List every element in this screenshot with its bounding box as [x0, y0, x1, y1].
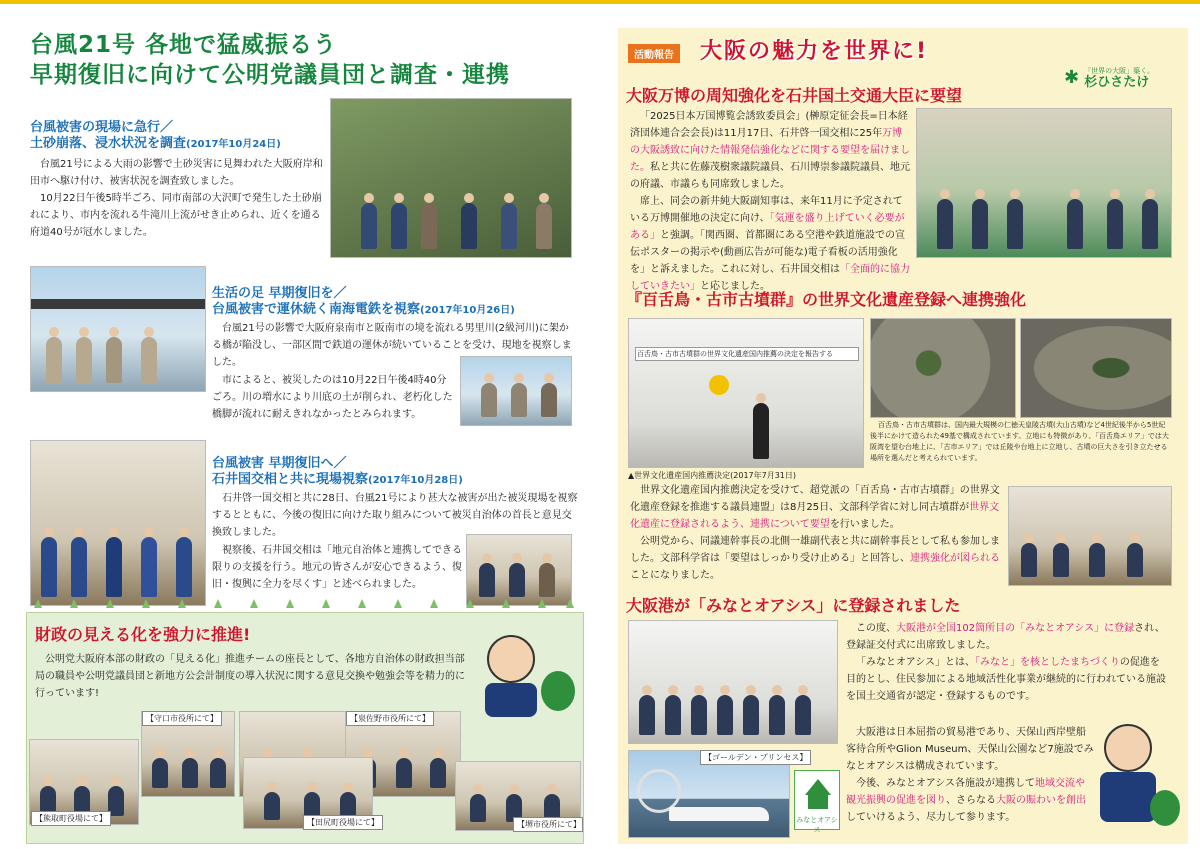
caption-sakai: 【堺市役所にて】	[513, 817, 583, 832]
photo-port-ceremony	[628, 620, 838, 744]
tree-mascot-icon	[1150, 790, 1180, 826]
main-title-line2: 早期復旧に向けて公明党議員団と調査・連携	[30, 62, 510, 88]
house-icon	[805, 779, 831, 795]
logo-name: 杉ひさたけ	[1084, 75, 1150, 90]
port-p4d: 大阪の賑わいを創出	[996, 795, 1086, 806]
tree-ornament	[566, 599, 574, 608]
port-p2a: 「みなとオアシス」とは、	[856, 657, 975, 668]
tree-ornament	[322, 599, 330, 608]
expo-heading: 大阪万博の周知強化を石井国土交通大臣に要望	[626, 86, 963, 105]
section3-body-narrow	[212, 542, 464, 593]
kofun-p2a: 公明党から、同議連幹事長の北側一雄副代表と共に副幹事長として私も参加しました。文部科学省は「要望はしっかり受け止める」と回答し、	[630, 536, 1000, 564]
tree-mascot-icon	[541, 671, 575, 711]
tree-ornament	[214, 599, 222, 608]
star-logo-icon: ✱	[1064, 66, 1080, 88]
port-p3: 大阪港は日本屈指の貿易港であり、天保山西岸壁船客待合所やGlion Museum、天保山公園など7施設でみなとオアシスは構成されています。	[846, 727, 1094, 772]
oasis-logo	[794, 770, 840, 834]
expo-p2c: と強調。「関西圏、首都圏にある空港や鉄道施設での宣伝ポスターの掲示や(動画広告が可能な)電子看板の活用強化を」と訴えました。これに対し、石井国交相は	[630, 230, 905, 275]
mascot-face-icon	[487, 635, 535, 683]
tree-ornament	[178, 599, 186, 608]
section1-heading-line1: 台風被害の現場に急行／	[30, 120, 174, 135]
logo-tagline: 「世界の大阪」築く。	[1084, 67, 1155, 75]
expo-body	[630, 108, 910, 295]
section3-heading	[212, 456, 592, 489]
photo-kofun-report	[628, 318, 864, 468]
kofun-heading: 『百舌鳥・古市古墳群』の世界文化遺産登録へ連携強化	[626, 290, 1027, 309]
finance-heading: 財政の見える化を強力に推進!	[35, 625, 251, 644]
section3-para1: 石井啓一国交相と共に28日、台風21号により甚大な被害が出た被災現場を視察するとともに、今後の復旧に向けた取り組みについて被災自治体の首長と意見交換致しました。	[212, 493, 578, 538]
port-p4a: 今後、みなとオアシス各施設が連携して	[856, 778, 1035, 789]
tree-ornament	[358, 599, 366, 608]
section1-para2: 10月22日午後5時半ごろ、同市南部の大沢町で発生した土砂崩れにより、市内を流れる牛滝川上流がせき止められ、近くを通る府道40号が冠水しました。	[30, 193, 322, 238]
caption-tajiri: 【田尻町役場にて】	[303, 815, 383, 830]
photo-expo-meeting	[916, 108, 1172, 258]
port-body-top	[846, 620, 1168, 705]
section2-para2: 市によると、被災したのは10月22日午後4時40分ごろ。川の増水により川底の土が削られ、老朽化した橋脚が流れに耐えきれなかったとみられます。	[212, 375, 453, 420]
activity-report-badge: 活動報告	[628, 44, 680, 63]
tree-ornament	[34, 599, 42, 608]
caption-izumisano: 【泉佐野市役所にて】	[346, 711, 434, 726]
port-p1c: され、登録証交付式に出席致しました。	[846, 623, 1165, 651]
photo-meeting-handshake	[466, 534, 572, 606]
section2-heading	[212, 286, 592, 319]
port-heading: 大阪港が「みなとオアシス」に登録されました	[626, 596, 961, 615]
section1-heading	[30, 120, 330, 153]
expo-p2e: と応じました。	[700, 281, 770, 292]
mascot-body-icon	[1100, 772, 1156, 822]
section2-heading-line1: 生活の足 早期復旧を／	[212, 286, 347, 301]
right-main-title: 大阪の魅力を世界に!	[700, 39, 929, 64]
caption-golden-princess: 【ゴールデン・プリンセス】	[700, 750, 811, 765]
caption-moriguchi: 【守口市役所にて】	[142, 711, 222, 726]
main-title	[30, 30, 590, 90]
section3-para2: 視察後、石井国交相は「地元自治体と連携してできる限りの支援を行う。地元の皆さんが安心できるよう、復旧・復興に全力を尽くす」と述べられました。	[212, 545, 462, 590]
kofun-photo-caption: ▲世界文化遺産国内推薦決定(2017年7月31日)	[628, 471, 797, 480]
port-p1a: この度、	[856, 623, 896, 634]
photo-railway-bridge	[30, 266, 206, 392]
mascot-face-icon	[1104, 724, 1152, 772]
photo-aerial-mozu	[870, 318, 1016, 418]
tree-ornament	[430, 599, 438, 608]
tree-ornament	[250, 599, 258, 608]
photo-minister-inspection	[30, 440, 206, 606]
tree-ornament	[142, 599, 150, 608]
tree-ornament	[502, 599, 510, 608]
tree-ornament	[466, 599, 474, 608]
expo-p1b: 万博の大阪誘致に向けた情報発信強化などに関する要望を届けました。	[630, 128, 910, 173]
tree-ornament	[286, 599, 294, 608]
main-title-line1: 台風21号 各地で猛威振るう	[30, 32, 338, 58]
photo-landslide	[330, 98, 572, 258]
tree-ornament	[538, 599, 546, 608]
port-body-bottom	[846, 724, 1094, 826]
kofun-p1c: を行いました。	[829, 519, 900, 530]
port-p2b: 「みなと」を核としたまちづくり	[975, 657, 1120, 668]
tree-ornament	[70, 599, 78, 608]
expo-p1c: 私と共に佐藤茂樹衆議院議員、石川博崇参議院議員、地元の府議、市議らも同席致しました。	[630, 162, 910, 190]
section2-body-narrow	[212, 372, 456, 423]
section2-para1: 台風21号の影響で大阪府泉南市と阪南市の境を流れる男里川(2級河川)に架かる橋が陥没し、一部区間で鉄道の運休が続いていることを受け、現地を視察しました。	[212, 323, 572, 368]
section2-date: (2017年10月26日)	[420, 305, 515, 316]
kofun-p1a: 世界文化遺産国内推薦決定を受けて、超党派の「百舌鳥・古市古墳群」の世界文化遺産登録を推進する議員連盟」は8月25日、文部科学省に対し同古墳群が	[630, 485, 1000, 513]
photo-kofun-meeting	[1008, 486, 1172, 586]
kofun-banner-text: 百舌鳥・古市古墳群の世界文化遺産国内推薦の決定を報告する	[635, 347, 859, 361]
port-p4b: 地域交流や観光振興の促進を図り	[846, 778, 1085, 806]
house-body-icon	[808, 795, 828, 809]
tree-ornament	[394, 599, 402, 608]
expo-p1a: 「2025日本万国博覧会誘致委員会」(榊原定征会長=日本経済団体連合会会長)は11月17日、石井啓一国交相に25年	[630, 111, 908, 139]
tree-ornament	[106, 599, 114, 608]
section3-heading-line1: 台風被害 早期復旧へ／	[212, 456, 347, 471]
cruise-ship-icon	[669, 807, 769, 821]
section2-heading-line2: 台風被害で運休続く南海電鉄を視察	[212, 302, 421, 317]
section3-date: (2017年10月28日)	[368, 475, 463, 486]
kofun-aerial-note: 百舌鳥・古市古墳群は、国内最大規模の仁徳天皇陵古墳(大山古墳)など4世紀後半から5世紀後半にかけて造られた49基で構成されています。立地にも特徴があり、「百舌鳥エリア」では大阪湾を望む台地上に、「古市エリア」では丘陵や台地上に立地し、古墳の巨大さを引き立たせる場所を選んだと考えられています。	[870, 421, 1169, 462]
kofun-p2c: ことになりました。	[630, 570, 720, 581]
kofun-p1b: 世界文化遺産に登録されるよう、連携について要望	[630, 502, 1000, 530]
kofun-p2b: 連携強化が図られる	[910, 553, 1000, 564]
section1-date: (2017年10月24日)	[186, 139, 281, 150]
port-p4c: 、さらなる	[946, 795, 996, 806]
section1-para1: 台風21号による大雨の影響で土砂災害に見舞われた大阪府岸和田市へ駆け付け、被害状況を調査致しました。	[30, 159, 323, 187]
photo-aerial-furuichi	[1020, 318, 1172, 418]
kusudama-icon	[709, 375, 729, 395]
expo-p2a: 席上、同会の新井純大阪副知事は、来年11月に予定されている万博開催地の決定に向け、	[630, 196, 903, 224]
caption-kumatori: 【熊取町役場にて】	[31, 811, 111, 826]
logo	[1064, 66, 1174, 88]
finance-body: 公明党大阪府本部の財政の「見える化」推進チームの座長として、各地方自治体の財政担当部局の職員や公明党議員団と新地方公会計制度の導入状況に関する意見交換や勉強会等を精力的に行っています!	[35, 654, 465, 699]
port-p2c: の促進を目的とし、住民参加による地域活性化事業が継続的に行われている施設を国土交通省が認定・登録するものです。	[846, 657, 1166, 702]
mascot-body-icon	[485, 683, 537, 717]
oasis-label: みなとオアシス	[796, 816, 838, 834]
section1-heading-line2: 土砂崩落、浸水状況を調査	[30, 136, 187, 151]
section1-body	[30, 156, 324, 241]
expo-p2d: 「全面的に協力していきたい」	[630, 264, 910, 292]
port-p1b: 大阪港が全国102箇所目の「みなとオアシス」に登録	[896, 623, 1135, 634]
kofun-body	[630, 482, 1004, 584]
finance-box	[26, 612, 584, 844]
photo-river-inspection	[460, 356, 572, 426]
port-p4e: していけるよう、尽力して参ります。	[846, 812, 1016, 823]
expo-p2b: 「気運を盛り上げていく必要がある」	[630, 213, 905, 241]
section3-heading-line2: 石井国交相と共に現場視察	[212, 472, 369, 487]
